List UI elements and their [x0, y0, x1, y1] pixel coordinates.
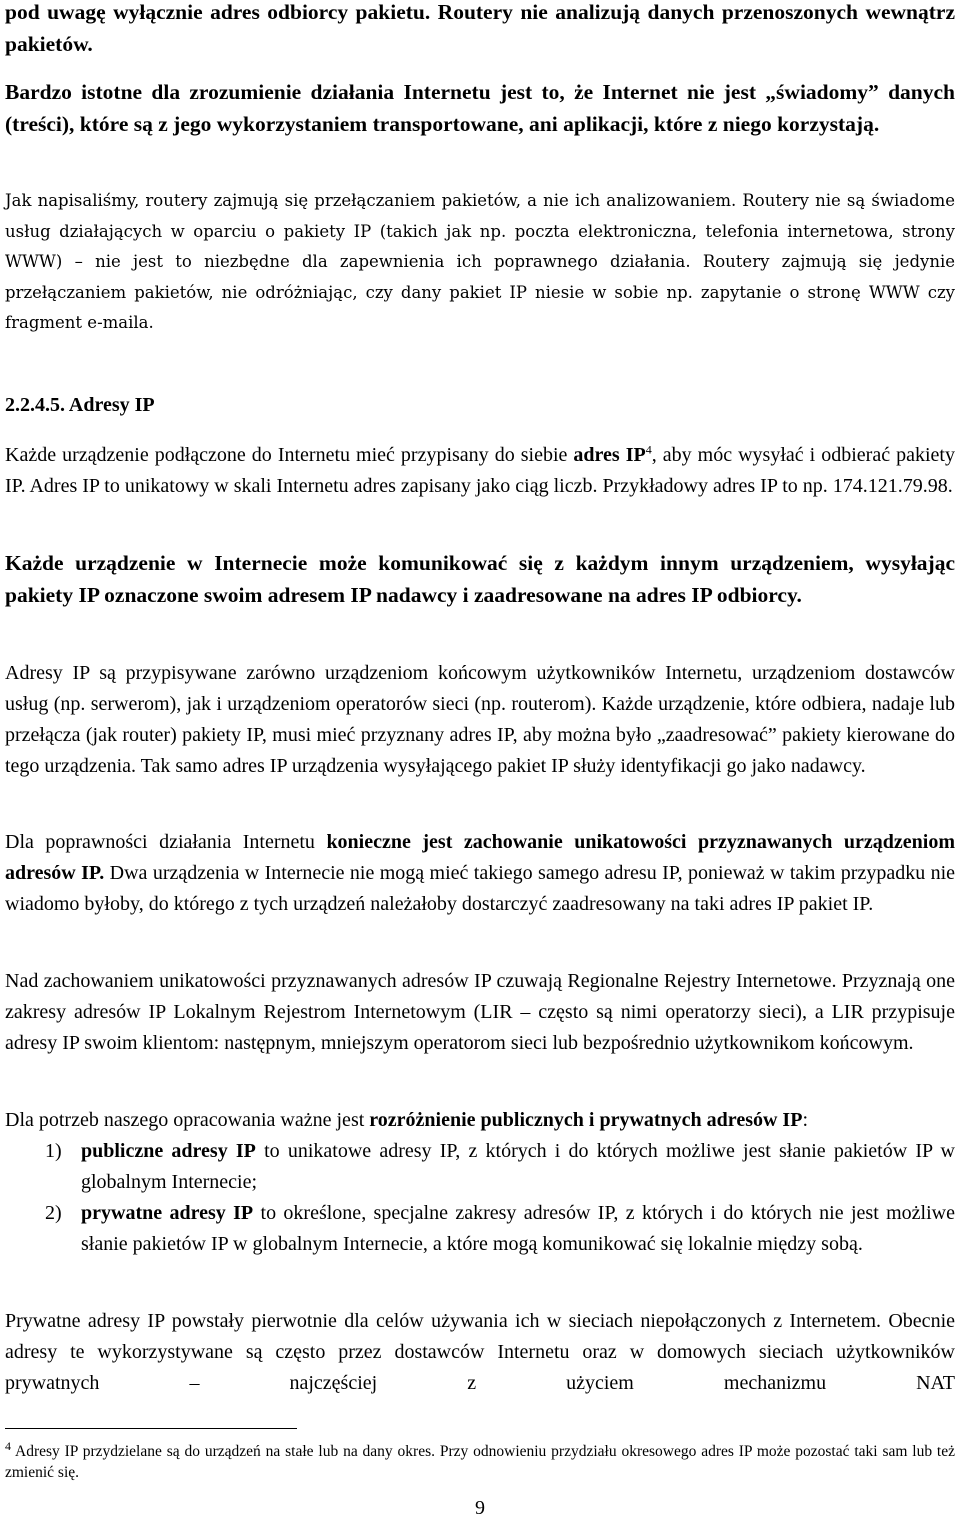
paragraph-public-private-intro — [5, 1105, 955, 1136]
paragraph-communication-bold: Każde urządzenie w Internecie może komunikować się z każdym innym urządzeniem, wysyłając pakiety IP oznaczone swoim adresem IP nadawcy i zaadresowane na adres IP odbiorcy. — [5, 551, 955, 607]
text-run: , aby móc wysyłać i odbierać pakiety IP. Adres IP to unikatowy w skali Internetu adres zapisany jako ciąg liczb. Przykładowy adres IP to np. 174.121.79.98. — [5, 444, 955, 497]
paragraph-packets-routing: pod uwagę wyłącznie adres odbiorcy pakietu. Routery nie analizują danych przenoszonych wewnątrz pakietów. — [5, 0, 955, 56]
bold-run: prywatne adresy IP — [81, 1202, 254, 1224]
text-run: Dla potrzeb naszego opracowania ważne jest — [5, 1109, 370, 1131]
text-run: Każde urządzenie podłączone do Internetu mieć przypisany do siebie — [5, 444, 574, 466]
footnote-separator — [5, 1428, 297, 1429]
bold-run: adres IP — [573, 444, 646, 466]
paragraph-internet-unaware: Bardzo istotne dla zrozumienie działania Internetu jest to, że Internet nie jest „świadomy” danych (treści), które są z jego wykorzystaniem transportowane, ani aplikacji, które z niego korzystają. — [5, 80, 955, 136]
list-item — [45, 1198, 955, 1260]
text-run: : — [802, 1109, 808, 1131]
paragraph-ip-assignment: Adresy IP są przypisywane zarówno urządzeniom końcowym użytkowników Internetu, urządzeniom dostawców usług (np. serwerom), jak i urządzeniom operatorów sieci (np. routerom). Każde urządzenie, które odbiera, nadaje lub przełącza (jak router) pakiety IP, musi mieć przyznany adres IP, aby można było „zaadresować” pakiety kierowane do tego urządzenia. Tak samo adres IP urządzenia wysyłającego pakiet IP służy identyfikacji go jako nadawcy. — [5, 662, 955, 777]
paragraph-private-origin: Prywatne adresy IP powstały pierwotnie dla celów używania ich w sieciach niepołączonych z Internetem. Obecnie adresy te wykorzystywane są często przez dostawców Internetu oraz w domowych sieciach użytkowników prywatnych – najczęściej z użyciem mechanizmu NAT — [5, 1310, 955, 1394]
text-run: Dla poprawności działania Internetu — [5, 831, 327, 853]
bold-run: publiczne adresy IP — [81, 1140, 256, 1162]
list-number: 1) — [45, 1140, 62, 1162]
text-run: to unikatowe adresy IP, z których i do których możliwe jest słanie pakietów IP w globalnym Internecie; — [81, 1140, 955, 1193]
page-number: 9 — [475, 1497, 485, 1519]
footnote — [5, 1438, 955, 1483]
bold-run: rozróżnienie publicznych i prywatnych adresów IP — [369, 1109, 803, 1131]
footnote-ref: 4 — [645, 442, 652, 457]
list-number: 2) — [45, 1202, 62, 1224]
list-item — [45, 1136, 955, 1198]
bold-run: konieczne jest zachowanie unikatowości przyznawanych urządzeniom adresów IP. — [5, 831, 955, 884]
footnote-mark: 4 — [5, 1438, 11, 1453]
footnote-text: Adresy IP przydzielane są do urządzeń na stałe lub na dany okres. Przy odnowieniu przydziału okresowego adres IP może pozostać taki sam lub też zmienić się. — [5, 1443, 955, 1481]
address-types-list — [45, 1136, 955, 1260]
paragraph-ip-address-intro — [5, 440, 955, 502]
section-heading: 2.2.4.5. Adresy IP — [5, 394, 155, 416]
paragraph-uniqueness — [5, 827, 955, 920]
paragraph-routers-switching: Jak napisaliśmy, routery zajmują się przełączaniem pakietów, a nie ich analizowaniem. Routery nie są świadome usług działających w oparciu o pakiety IP (takich jak np. poczta elektroniczna, telefonia internetowa, strony WWW) – nie jest to niezbędne dla zapewnienia ich poprawnego działania. Routery zajmują się jedynie przełączaniem pakietów, nie odróżniając, czy dany pakiet IP niesie w sobie np. zapytanie o stronę WWW czy fragment e-maila. — [5, 191, 955, 332]
paragraph-registries: Nad zachowaniem unikatowości przyznawanych adresów IP czuwają Regionalne Rejestry Internetowe. Przyznają one zakresy adresów IP Lokalnym Rejestrom Internetowym (LIR – często są nimi operatorzy sieci), a LIR przypisuje adresy IP swoim klientom: następnym, mniejszym operatorom sieci lub bezpośrednio użytkownikom końcowym. — [5, 970, 955, 1054]
text-run: to określone, specjalne zakresy adresów IP, z których i do których nie jest możliwe słanie pakietów IP w globalnym Internecie, a które mogą komunikować się lokalnie między sobą. — [81, 1202, 955, 1255]
text-run: Dwa urządzenia w Internecie nie mogą mieć takiego samego adresu IP, ponieważ w takim przypadku nie wiadomo byłoby, do którego z tych urządzeń należałoby dostarczyć zaadresowany na taki adres IP pakiet IP. — [5, 862, 956, 915]
